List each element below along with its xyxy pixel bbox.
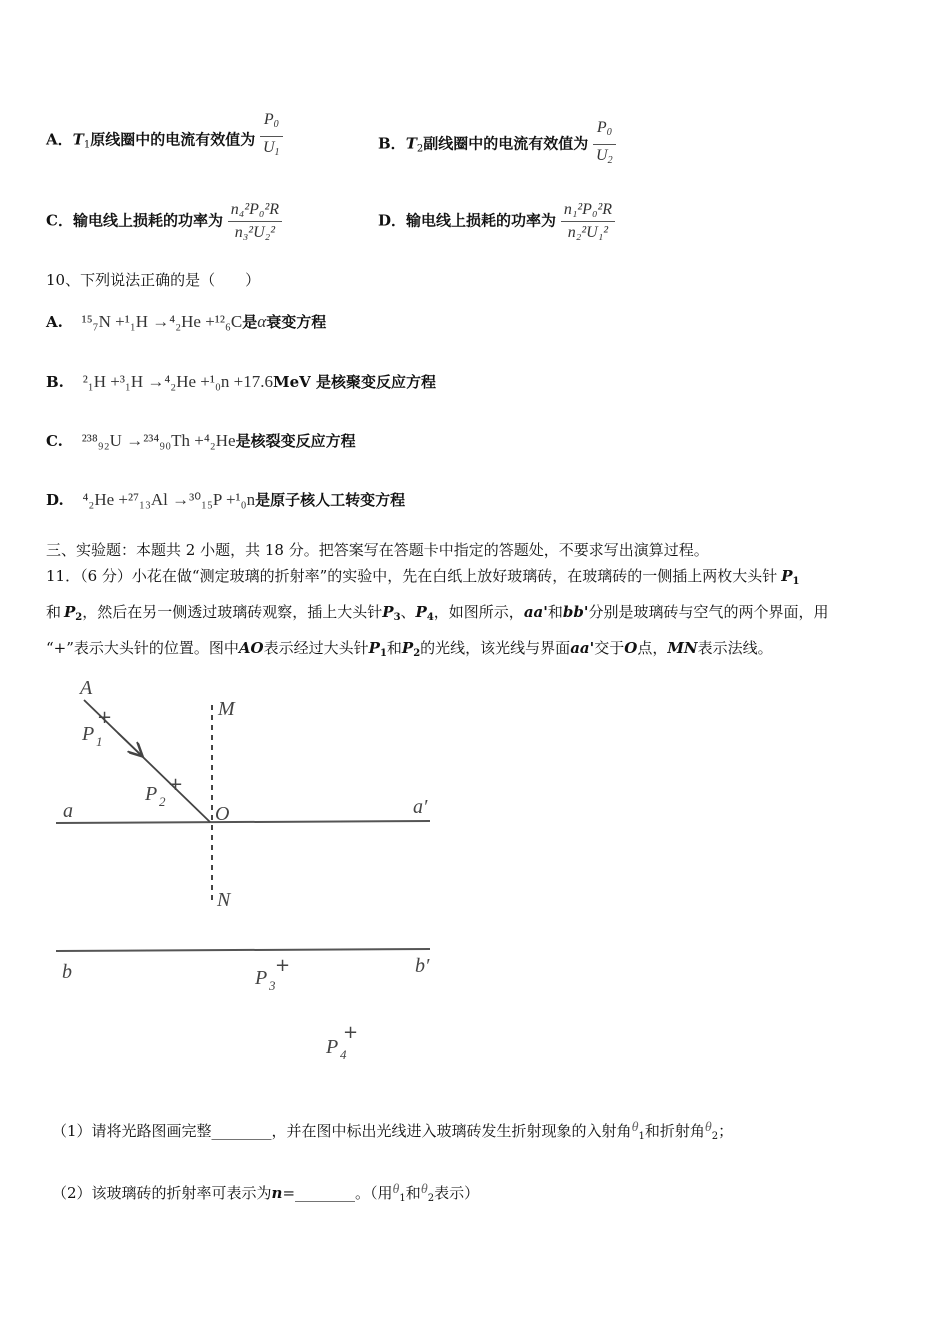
label-b-prime: b′ bbox=[415, 955, 430, 977]
option-text: 原线圈中的电流有效值为 bbox=[90, 130, 256, 149]
interface-bb-line bbox=[56, 949, 430, 951]
pin-p1-plus: + bbox=[97, 707, 113, 728]
section-heading: 三、实验题：本题共 2 小题，共 18 分。把答案写在答题卡中指定的答题处，不要求写出演算过程。 bbox=[46, 541, 709, 559]
ray-arrow bbox=[118, 733, 140, 754]
transformer-symbol: T bbox=[405, 134, 417, 153]
label-p1: P bbox=[82, 723, 95, 745]
label-a-point: A bbox=[80, 677, 93, 699]
option-letter: A. bbox=[46, 313, 63, 331]
label-p4: P bbox=[326, 1036, 339, 1058]
label-p2-sub: 2 bbox=[159, 794, 166, 809]
pin-p2-plus: + bbox=[168, 774, 184, 795]
option-letter: D． bbox=[378, 211, 407, 230]
question-10-stem: 10、下列说法正确的是（ ） bbox=[46, 271, 261, 289]
label-p3: P bbox=[255, 967, 268, 989]
transformer-sub: 2 bbox=[416, 143, 424, 155]
option-letter: C． bbox=[46, 211, 73, 230]
option-text: 输电线上损耗的功率为 bbox=[72, 211, 223, 230]
label-o: O bbox=[215, 803, 230, 825]
option-letter: D. bbox=[46, 491, 64, 509]
question-11-line2: 和 $P_2$，然后在另一侧透过玻璃砖观察，插上大头针$P_3$、$P_4$，如图所示，aa'和bb'分别是玻璃砖与空气的两个界面，用 bbox=[46, 603, 829, 623]
option-suffix: 衰变方程 bbox=[266, 313, 327, 331]
interface-aa-line bbox=[56, 821, 430, 823]
option-letter: B． bbox=[378, 134, 406, 153]
option-letter: B. bbox=[46, 373, 64, 391]
option-suffix-pre: 是 bbox=[242, 313, 258, 331]
option-suffix: 是原子核人工转变方程 bbox=[255, 491, 406, 509]
question-11-line3: “+”表示大头针的位置。图中AO表示经过大头针$P_1$和$P_2$的光线，该光线与界面aa'交于O点，MN表示法线。 bbox=[46, 639, 773, 659]
label-a: a bbox=[63, 800, 73, 822]
nuclear-equation: ²₁H +³₁H →⁴₂He +¹₀n +17.6 bbox=[82, 372, 273, 391]
nuclear-equation: ⁴₂He +²⁷₁₃Al →³⁰₁₅P +¹₀n bbox=[82, 490, 256, 509]
option-text: 副线圈中的电流有效值为 bbox=[423, 134, 589, 153]
pin-p4-plus: + bbox=[343, 1022, 359, 1043]
fraction: $\frac{P_0}{U_1}$ bbox=[260, 110, 283, 163]
nuclear-equation: ²³⁸₉₂U →²³⁴₉₀Th +⁴₂He bbox=[81, 431, 236, 450]
option-text: 输电线上损耗的功率为 bbox=[406, 211, 557, 230]
sub-question-2: （2）该玻璃砖的折射率可表示为n=________。（用$\theta_1$和$\theta_2$表示） bbox=[52, 1182, 480, 1204]
label-n: N bbox=[217, 889, 231, 911]
label-p2: P bbox=[145, 783, 158, 805]
fraction: $\frac{\text{n₄²P₀²R}}{\text{n₃²U₂²}}$ bbox=[228, 200, 282, 243]
fraction: $\frac{P_0}{U_2}$ bbox=[593, 118, 616, 171]
label-p3-sub: 3 bbox=[269, 978, 276, 993]
transformer-symbol: T bbox=[72, 130, 84, 149]
fraction: $\frac{\text{n₁²P₀²R}}{\text{n₂²U₁²}}$ bbox=[561, 200, 615, 243]
label-a-prime: a′ bbox=[413, 796, 428, 818]
sub-question-1: （1）请将光路图画完整________，并在图中标出光线进入玻璃砖发生折射现象的入射角$\theta_1$和折射角$\theta_2$； bbox=[52, 1120, 734, 1142]
transformer-sub: 1 bbox=[83, 139, 91, 151]
option-letter: C. bbox=[46, 432, 63, 450]
label-m: M bbox=[218, 698, 235, 720]
pin-p3-plus: + bbox=[275, 955, 291, 976]
alpha-symbol: α bbox=[257, 312, 267, 331]
option-suffix: 是核裂变反应方程 bbox=[235, 432, 356, 450]
label-b: b bbox=[62, 961, 72, 983]
option-suffix: MeV 是核聚变反应方程 bbox=[273, 373, 437, 391]
label-p4-sub: 4 bbox=[340, 1047, 347, 1062]
option-letter: A． bbox=[46, 130, 73, 149]
label-p1-sub: 1 bbox=[96, 734, 103, 749]
question-11-line1: 11．（6 分）小花在做“测定玻璃的折射率”的实验中，先在白纸上放好玻璃砖，在玻璃砖的一侧插上两枚大头针 $P_1$ bbox=[46, 567, 800, 587]
nuclear-equation: ¹⁵₇N +¹₁H →⁴₂He +¹²₆C bbox=[81, 312, 243, 331]
